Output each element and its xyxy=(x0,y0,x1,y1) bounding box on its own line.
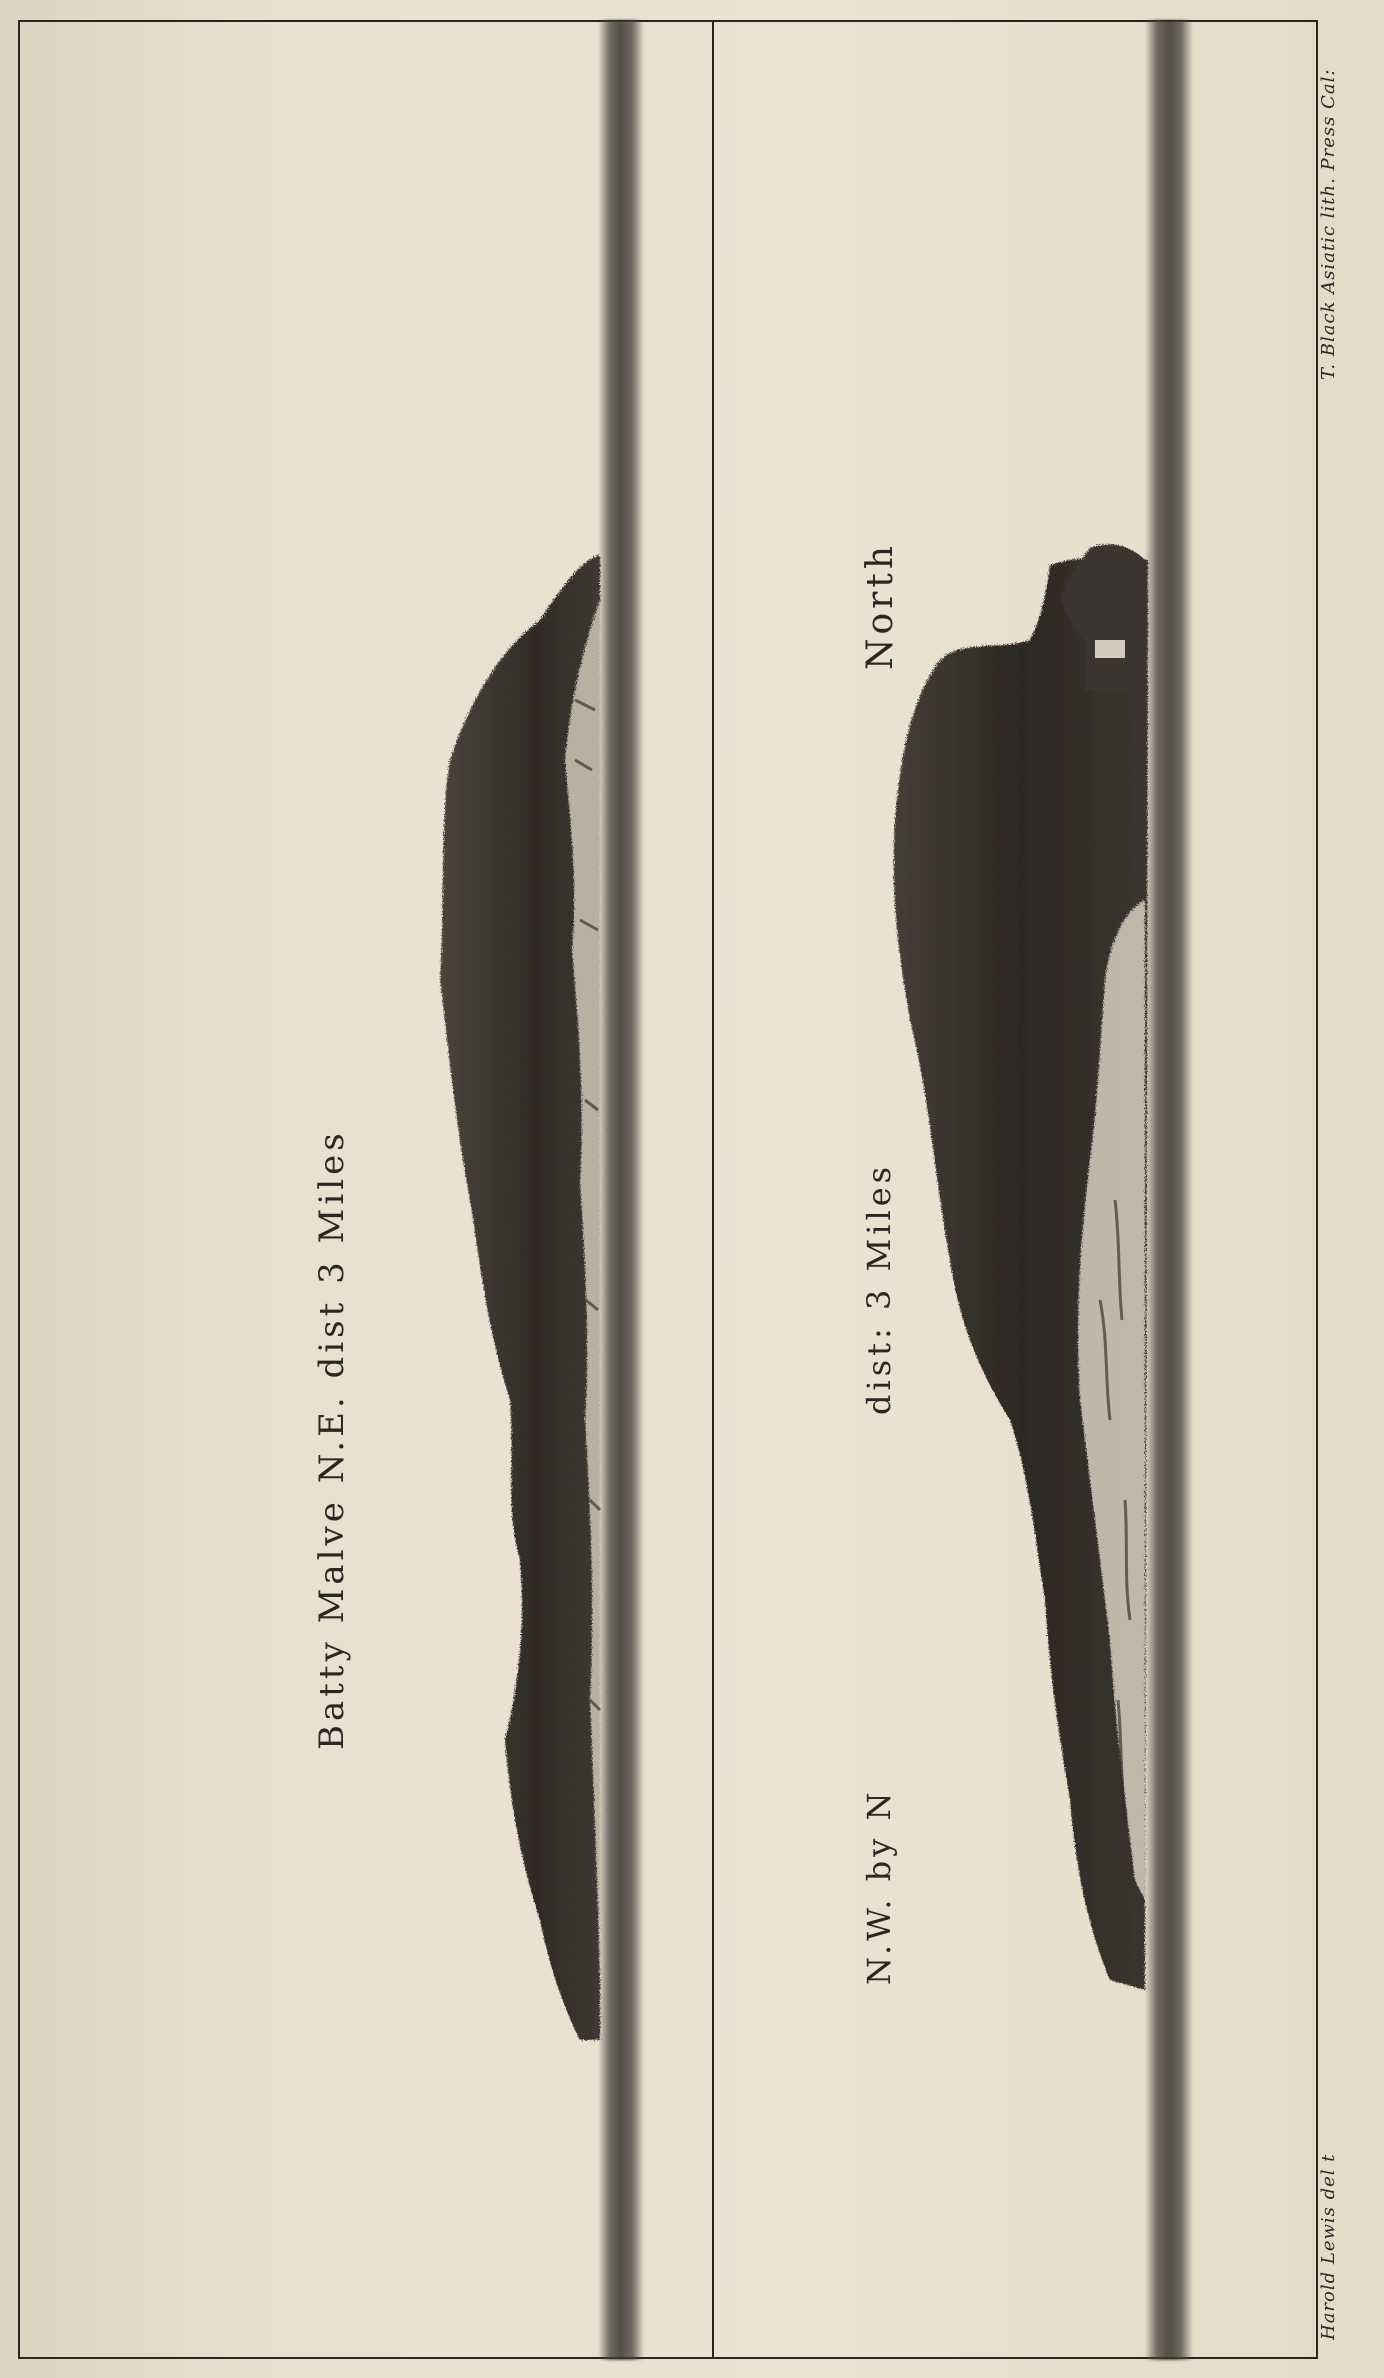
draughtsman-credit: Harold Lewis del t xyxy=(1318,2153,1339,2340)
lower-view-direction: N.W. by N xyxy=(860,1788,898,1985)
lower-view-distance: dist: 3 Miles xyxy=(860,1162,898,1415)
upper-view-title: Batty Malve N.E. dist 3 Miles xyxy=(312,1129,352,1750)
north-label: North xyxy=(860,541,901,670)
lithographer-credit: T. Black Asiatic lith. Press Cal: xyxy=(1318,68,1339,380)
